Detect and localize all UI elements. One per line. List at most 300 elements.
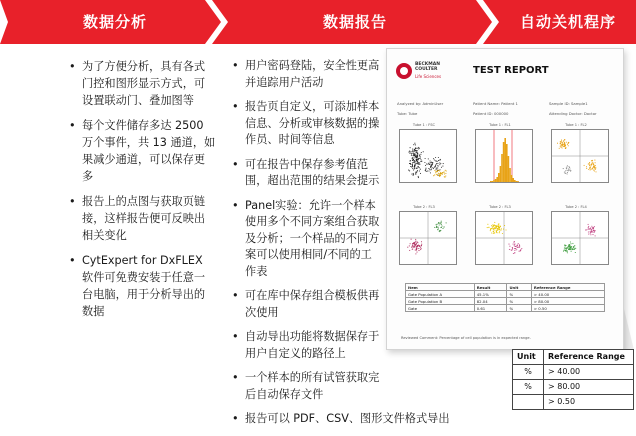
plot-dot [443, 227, 444, 228]
plot-dot [412, 150, 413, 151]
plot-dot [419, 246, 420, 247]
plot-dot [434, 227, 435, 228]
plot-dot [487, 224, 488, 225]
plot-dot [414, 149, 415, 150]
plot-dot [412, 246, 413, 247]
table-cell: 0.61 [474, 305, 507, 312]
plot-dot [428, 170, 429, 171]
plot-dot [443, 171, 444, 172]
plot-dot [421, 248, 422, 249]
plot-dot [416, 172, 417, 173]
plot-dot [439, 170, 440, 171]
plot-dot [413, 173, 414, 174]
tab-data-report: 数据报告 [322, 13, 387, 31]
plot-dot [502, 233, 503, 234]
plot-dot [418, 245, 419, 246]
plot-dot [497, 229, 498, 230]
plot-dot [433, 175, 434, 176]
plot-dot [416, 243, 417, 244]
plot-dot [429, 169, 430, 170]
histogram-bar [508, 156, 510, 182]
plot-dot [592, 227, 593, 228]
plot-dot [413, 144, 414, 145]
report-comment: Reviewed Comment: Percentage of cell population is in expected range. [401, 336, 531, 340]
plot-dot [595, 169, 596, 170]
plot-dot [435, 160, 436, 161]
report-brand: BECKMAN COULTER [415, 62, 441, 72]
plot-dot [588, 228, 589, 229]
plot-dot [590, 233, 591, 234]
plot-dot [497, 230, 498, 231]
plot-dot [591, 226, 592, 227]
plot-dot [412, 157, 413, 158]
plot-dot [592, 234, 593, 235]
plot-dot [488, 227, 489, 228]
plot-dot [415, 173, 416, 174]
plot-dot [438, 173, 439, 174]
plot-dot [417, 245, 418, 246]
plot-dot [514, 250, 515, 251]
plot-dot [590, 234, 591, 235]
plot-dot [565, 246, 566, 247]
plot-dot [409, 153, 410, 154]
plot-dot [436, 169, 437, 170]
plot-dot [442, 166, 443, 167]
plot-dot [412, 160, 413, 161]
plot-dot [569, 244, 570, 245]
plot-dot [560, 146, 561, 147]
plot-dot [437, 170, 438, 171]
plot-dot [560, 141, 561, 142]
zoom-header-unit: Unit [513, 350, 544, 365]
report-plot [391, 123, 457, 187]
plot-dot [504, 225, 505, 226]
plot-dot [594, 232, 595, 233]
plot-dot [412, 158, 413, 159]
plot-dot [413, 174, 414, 175]
plot-dot [560, 143, 561, 144]
plot-dot [442, 228, 443, 229]
plot-dot [519, 251, 520, 252]
plot-dot [412, 162, 413, 163]
plot-dot [496, 230, 497, 231]
plot-dot [420, 154, 421, 155]
plot-dot [592, 162, 593, 163]
plot-dot [515, 246, 516, 247]
table-cell: 82.04 [474, 298, 507, 305]
plot-dot [570, 170, 571, 171]
plot-dot [435, 157, 436, 158]
plot-dot [414, 157, 415, 158]
histogram-bar [495, 179, 497, 182]
plot-dot [443, 163, 444, 164]
plot-dot [493, 229, 494, 230]
table-cell: Gate Population A [406, 291, 475, 298]
plot-dot [499, 231, 500, 232]
plot-dot [569, 245, 570, 246]
plot-dot [505, 229, 506, 230]
plot-dot [413, 169, 414, 170]
plot-dot [417, 170, 418, 171]
histogram-bar [493, 180, 495, 182]
plot-dot [420, 156, 421, 157]
dot-plot [552, 130, 608, 182]
plot-dot [572, 243, 573, 244]
plot-dot [569, 170, 570, 171]
plot-dot [414, 168, 415, 169]
plot-dot [435, 164, 436, 165]
plot-dot [415, 154, 416, 155]
plot-dot [430, 172, 431, 173]
plot-dot [568, 249, 569, 250]
plot-dot [588, 224, 589, 225]
plot-dot [414, 143, 415, 144]
plot-dot [571, 251, 572, 252]
histogram-bar [511, 175, 513, 182]
plot-dot [433, 158, 434, 159]
plot-dot [417, 163, 418, 164]
plot-dot [444, 176, 445, 177]
plot-dot [566, 142, 567, 143]
plot-dot [561, 145, 562, 146]
plot-dot [435, 171, 436, 172]
histogram-bar [509, 168, 511, 182]
plot-dot [445, 173, 446, 174]
plot-dot [593, 167, 594, 168]
plot-dot [591, 169, 592, 170]
plot-dot [410, 147, 411, 148]
plot-dot [415, 163, 416, 164]
plot-dot [425, 165, 426, 166]
plot-dot [590, 167, 591, 168]
plot-dot [445, 170, 446, 171]
plot-dot [439, 224, 440, 225]
plot-dot [439, 230, 440, 231]
report-meta: Tube: Tube [397, 111, 418, 116]
plot-dot [514, 244, 515, 245]
plot-dot [503, 229, 504, 230]
plot-dot [411, 153, 412, 154]
plot-dot [594, 170, 595, 171]
analysis-bullet: • 每个文件储存多达 2500 万个事件，共 13 通道，如果减少通道，可以保存更多 [68, 117, 216, 185]
plot-dot [570, 241, 571, 242]
plot-dot [440, 172, 441, 173]
plot-dot [436, 163, 437, 164]
histogram-bar [498, 173, 500, 182]
plot-dot [445, 175, 446, 176]
plot-dot [568, 166, 569, 167]
zoom-range: > 0.50 [544, 395, 634, 410]
dot-plot [552, 212, 608, 264]
plot-dot [499, 229, 500, 230]
plot-dot [419, 148, 420, 149]
report-plot [467, 205, 533, 269]
plot-dot [593, 229, 594, 230]
plot-dot [412, 245, 413, 246]
plot-dot [415, 150, 416, 151]
plot-dot [593, 164, 594, 165]
plot-dot [444, 173, 445, 174]
plot-dot [521, 248, 522, 249]
plot-dot [416, 150, 417, 151]
plot-dot [407, 247, 408, 248]
plot-dot [412, 164, 413, 165]
plot-dot [588, 227, 589, 228]
plot-dot [574, 245, 575, 246]
plot-dot [559, 148, 560, 149]
plot-dot [563, 168, 564, 169]
report-plot [543, 123, 609, 187]
plot-dot [417, 156, 418, 157]
plot-dot [429, 164, 430, 165]
histogram-bar [514, 180, 516, 182]
plot-dot [490, 230, 491, 231]
plot-dot [591, 161, 592, 162]
plot-dot [413, 155, 414, 156]
plot-dot [409, 163, 410, 164]
plot-dot [418, 250, 419, 251]
plot-dot [430, 162, 431, 163]
plot-dot [441, 222, 442, 223]
plot-dot [567, 252, 568, 253]
plot-dot [408, 152, 409, 153]
plot-dot [427, 164, 428, 165]
plot-dot [415, 239, 416, 240]
plot-title: Tube 1 : FL2 [565, 123, 587, 127]
plot-dot [491, 232, 492, 233]
report-results-table [405, 283, 605, 312]
table-header: Item [406, 284, 475, 291]
plot-dot [440, 175, 441, 176]
plot-dot [412, 168, 413, 169]
plot-dot [415, 156, 416, 157]
plot-dot [424, 162, 425, 163]
plot-dot [591, 164, 592, 165]
plot-dot [415, 249, 416, 250]
histogram-bar [504, 138, 506, 182]
plot-dot [416, 249, 417, 250]
plot-dot [494, 233, 495, 234]
plot-dot [442, 172, 443, 173]
plot-dot [590, 231, 591, 232]
plot-dot [441, 224, 442, 225]
plot-dot [498, 229, 499, 230]
plot-dot [437, 163, 438, 164]
plot-dot [517, 245, 518, 246]
plot-dot [419, 164, 420, 165]
plot-dot [588, 231, 589, 232]
plot-dot [491, 225, 492, 226]
plot-dot [421, 152, 422, 153]
report-bullet: • 报告可以 PDF、CSV、图形文件格式导出 [231, 411, 465, 428]
plot-dot [440, 227, 441, 228]
plot-dot [494, 228, 495, 229]
plot-dot [513, 253, 514, 254]
plot-title: Tube 2 : FL3 [413, 205, 435, 209]
plot-dot [437, 224, 438, 225]
plot-dot [557, 143, 558, 144]
plot-dot [520, 249, 521, 250]
plot-dot [565, 250, 566, 251]
plot-dot [426, 171, 427, 172]
plot-dot [412, 166, 413, 167]
plot-dot [573, 249, 574, 250]
plot-dot [434, 170, 435, 171]
plot-dot [410, 161, 411, 162]
histogram-bar [496, 177, 498, 182]
beckman-logo-icon [396, 63, 412, 79]
plot-dot [498, 226, 499, 227]
plot-dot [412, 243, 413, 244]
plot-title: Tube 1 : FL1 [489, 123, 511, 127]
plot-dot [415, 144, 416, 145]
report-plot [543, 205, 609, 269]
table-row [513, 365, 634, 380]
plot-dot [446, 222, 447, 223]
plot-dot [560, 147, 561, 148]
plot-dot [414, 153, 415, 154]
plot-dot [435, 172, 436, 173]
plot-dot [568, 142, 569, 143]
histogram-bar [516, 181, 518, 182]
plot-dot [595, 235, 596, 236]
report-bullet: • 自动导出功能将数据保存于用户自定义的路径上 [231, 329, 381, 362]
plot-dot [439, 223, 440, 224]
plot-dot [567, 173, 568, 174]
plot-dot [420, 169, 421, 170]
plot-dot [595, 162, 596, 163]
plot-dot [427, 171, 428, 172]
analysis-bullet: • CytExpert for DxFLEX 软件可免费安装于任意一台电脑，用于分析导出的数据 [68, 252, 216, 320]
plot-dot [418, 158, 419, 159]
test-report-preview [386, 48, 624, 350]
plot-dot [564, 142, 565, 143]
table-row [513, 395, 634, 410]
histogram-bar [503, 142, 505, 182]
plot-dot [415, 241, 416, 242]
plot-dot [509, 246, 510, 247]
plot-dot [414, 154, 415, 155]
plot-dot [590, 169, 591, 170]
plot-dot [493, 233, 494, 234]
plot-dot [434, 174, 435, 175]
plot-dot [588, 226, 589, 227]
plot-dot [417, 148, 418, 149]
plot-title: Tube 1 : FSC [412, 123, 436, 127]
plot-dot [563, 141, 564, 142]
plot-dot [570, 248, 571, 249]
plot-dot [436, 171, 437, 172]
plot-dot [568, 169, 569, 170]
dot-plot [400, 130, 456, 182]
plot-dot [413, 152, 414, 153]
table-cell: % [507, 298, 531, 305]
plot-dot [420, 247, 421, 248]
plot-dot [572, 248, 573, 249]
plot-dot [419, 167, 420, 168]
plot-dot [569, 168, 570, 169]
plot-dot [419, 245, 420, 246]
plot-dot [586, 166, 587, 167]
plot-dot [423, 151, 424, 152]
plot-dot [442, 174, 443, 175]
plot-dot [514, 252, 515, 253]
plot-dot [421, 241, 422, 242]
report-bullet: • 一个样本的所有试管获取完后自动保存文件 [231, 370, 381, 403]
zoom-header-range: Reference Range [544, 350, 634, 365]
plot-dot [411, 155, 412, 156]
plot-dot [514, 241, 515, 242]
plot-dot [515, 248, 516, 249]
plot-dot [415, 253, 416, 254]
plot-dot [410, 166, 411, 167]
plot-dot [584, 165, 585, 166]
plot-dot [567, 172, 568, 173]
plot-dot [418, 248, 419, 249]
plot-dot [567, 144, 568, 145]
plot-dot [567, 170, 568, 171]
report-plot [391, 205, 457, 269]
plot-dot [409, 250, 410, 251]
histogram-plot [476, 130, 532, 182]
report-brand-sub: Life Sciences [415, 74, 442, 79]
zoom-header-row [513, 350, 634, 365]
plot-dot [590, 228, 591, 229]
plot-dot [413, 162, 414, 163]
plot-dot [425, 168, 426, 169]
plot-dot [418, 176, 419, 177]
zoom-unit: % [513, 365, 544, 380]
plot-dot [425, 158, 426, 159]
plot-dot [420, 158, 421, 159]
plot-dot [414, 160, 415, 161]
plot-dot [565, 173, 566, 174]
plot-dot [418, 164, 419, 165]
plot-dot [410, 243, 411, 244]
plot-dot [516, 249, 517, 250]
plot-dot [512, 247, 513, 248]
plot-dot [575, 248, 576, 249]
plot-dot [567, 248, 568, 249]
plot-dot [409, 170, 410, 171]
plot-dot [494, 222, 495, 223]
plot-dot [416, 151, 417, 152]
plot-dot [439, 162, 440, 163]
plot-dot [493, 225, 494, 226]
plot-dot [421, 245, 422, 246]
plot-dot [568, 170, 569, 171]
plot-dot [595, 167, 596, 168]
table-row [406, 305, 605, 312]
plot-dot [410, 164, 411, 165]
plot-dot [570, 243, 571, 244]
plot-dot [568, 145, 569, 146]
plot-dot [428, 163, 429, 164]
table-cell: % [507, 305, 531, 312]
plot-dot [498, 225, 499, 226]
plot-dot [417, 153, 418, 154]
plot-dot [495, 226, 496, 227]
plot-dot [564, 248, 565, 249]
plot-dot [511, 249, 512, 250]
plot-dot [500, 230, 501, 231]
table-cell: % [507, 291, 531, 298]
report-meta: Patient Name: Patient 1 [473, 101, 518, 106]
plot-dot [562, 146, 563, 147]
plot-dot [595, 171, 596, 172]
plot-dot [439, 164, 440, 165]
report-bullet: • 用户密码登陆，安全性更高并追踪用户活动 [231, 58, 381, 91]
